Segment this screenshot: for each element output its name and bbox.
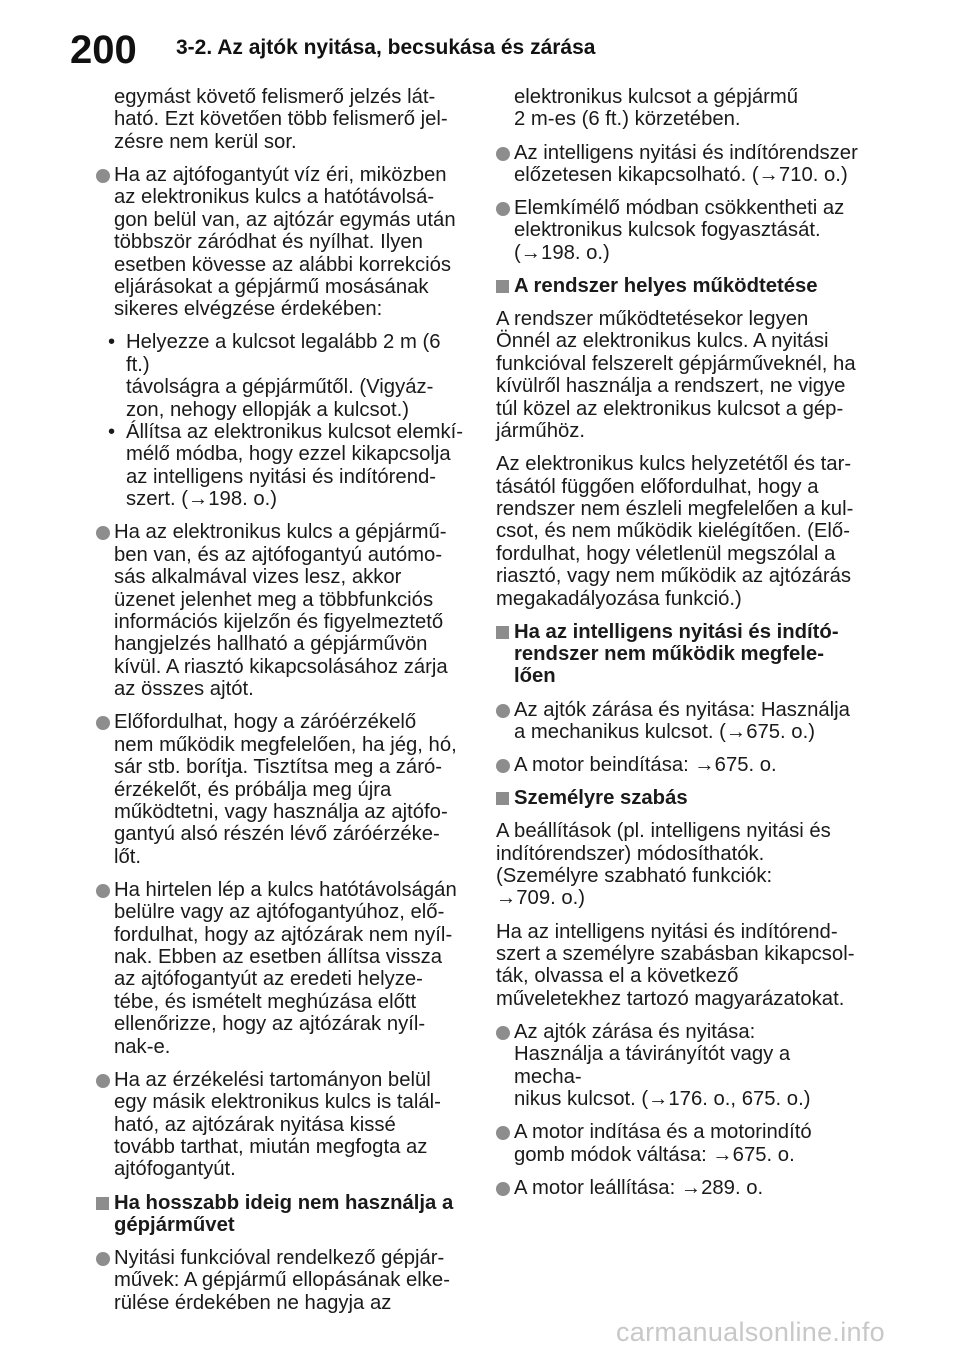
heading-text: Ha az intelligens nyitási és indító- rendszer nem működik megfele- lően (514, 620, 839, 688)
paragraph: Az elektronikus kulcs helyzetétől és tar- tásától függően előfordulhat, hogy a rendszer nem észleli megfelelően a kul- csot, és nem működik kielégítően. (Elő- fordulhat, hogy véletlenül megszólal a riasztó, vagy nem működik az ajtózárás megakadályozása funkció.) (496, 453, 854, 610)
bullet-text: Ha az ajtófogantyút víz éri, miközben az elektronikus kulcs a hatótávolsá- gon belül van, az ajtózár egymás után többször záródhat és nyílhat. Ilyen esetben kövesse az alábbi korrekciós eljárásokat a gépjármű mosásának sikeres elvégzése érdekében: (114, 163, 456, 321)
bullet-text: Előfordulhat, hogy a záróérzékelő nem működik megfelelően, ha jég, hó, sár stb. borítja. Tisztítsa meg a záró- érzékelőt, és próbálja meg újra működtetni, vagy használja az ajtófo- gantyú alsó részén lévő záróérzéke- lőt. (114, 711, 457, 868)
bullet-dot-icon (496, 1026, 510, 1040)
bullet-item (496, 754, 858, 776)
paragraph: A beállítások (pl. intelligens nyitási és indítórendszer) módosíthatók. (Személyre szabható funkciók: →709. o.) (496, 820, 831, 910)
square-marker-icon (496, 280, 509, 293)
right-column (496, 86, 858, 1210)
bullet-text: A motor beindítása: →675. o. (514, 754, 777, 777)
bullet-item (496, 699, 858, 744)
continued-text: elektronikus kulcsot a gépjármű 2 m-es (6 ft.) körzetében. (514, 86, 799, 131)
subsection-heading (496, 621, 858, 688)
bullet-dot-icon (496, 704, 510, 718)
subsection-heading (496, 275, 858, 297)
bullet-item (96, 879, 466, 1058)
sub-list-item (96, 331, 466, 421)
bullet-text: Ha az érzékelési tartományon belül egy másik elektronikus kulcs is talál- ható, az ajtózárak nyitása kissé tovább tarthat, miután megfogta az ajtófogantyút. (114, 1068, 441, 1181)
bullet-item (496, 197, 858, 264)
bullet-dot-icon (496, 1182, 510, 1196)
heading-text: Személyre szabás (514, 787, 688, 810)
continued-text: egymást követő felismerő jelzés lát- ható. Ezt követően több felismerő jel- zésre nem kerül sor. (114, 86, 448, 153)
bullet-dot-icon (96, 716, 110, 730)
bullet-text: Elemkímélő módban csökkentheti az elektronikus kulcsok fogyasztását. (→198. o.) (514, 197, 845, 264)
subsection-heading (496, 787, 858, 809)
bullet-dot-icon (96, 169, 110, 183)
bullet-item (96, 521, 466, 700)
bullet-text: Az ajtók zárása és nyitása: Használja a távirányítót vagy a mecha- nikus kulcsot. (→176. o., 675. o.) (514, 1020, 811, 1111)
bullet-dot-icon (96, 1074, 110, 1088)
bullet-item (96, 164, 466, 321)
bullet-text: Az ajtók zárása és nyitása: Használja a mechanikus kulcsot. (→675. o.) (514, 698, 850, 743)
subsection-heading (96, 1192, 466, 1237)
bullet-dot-icon (96, 884, 110, 898)
bullet-item (496, 1177, 858, 1199)
bullet-item (496, 142, 858, 187)
bullet-item (96, 1247, 466, 1314)
section-title: 3-2. Az ajtók nyitása, becsukása és zárása (176, 36, 596, 59)
page-header (0, 0, 960, 84)
bullet-dot-icon (496, 202, 510, 216)
square-marker-icon (496, 792, 509, 805)
left-column (96, 86, 466, 1325)
bullet-item (496, 1121, 858, 1166)
bullet-dot-icon (496, 1126, 510, 1140)
bullet-text: A motor leállítása: →289. o. (514, 1176, 764, 1199)
square-marker-icon (496, 626, 509, 639)
bullet-dot-icon (496, 147, 510, 161)
page-number: 200 (70, 28, 137, 72)
sub-list (96, 331, 466, 510)
bullet-text: Nyitási funkcióval rendelkező gépjár- művek: A gépjármű ellopásának elke- rülése érdekében ne hagyja az (114, 1247, 450, 1314)
bullet-text: Az intelligens nyitási és indítórendszer előzetesen kikapcsolható. (→710. o.) (514, 141, 858, 186)
paragraph: A rendszer működtetésekor legyen Önnél az elektronikus kulcs. A nyitási funkcióval felszerelt gépjárműveknél, ha kívülről használja a rendszert, ne vigye túl közel az elektronikus kulcsot a gép- járműhöz. (496, 308, 856, 443)
square-marker-icon (96, 1197, 109, 1210)
heading-text: A rendszer helyes működtetése (514, 274, 818, 297)
paragraph: Ha az intelligens nyitási és indítórend- szert a személyre szabásban kikapcsol- ták, olvassa el a következő műveletekhez tartozó magyarázatokat. (496, 920, 855, 1010)
bullet-text: A motor indítása és a motorindító gomb módok váltása: →675. o. (514, 1121, 812, 1166)
sub-bullet-icon: • (108, 331, 116, 354)
bullet-dot-icon (496, 759, 510, 773)
bullet-item (96, 711, 466, 868)
sub-list-item (96, 421, 466, 511)
sub-item-text: Helyezze a kulcsot legalább 2 m (6 ft.) távolságra a gépjárműtől. (Vigyáz- zon, nehogy ellopják a kulcsot.) (126, 331, 441, 421)
bullet-item (96, 1069, 466, 1181)
bullet-dot-icon (96, 1252, 110, 1266)
bullet-item (496, 1021, 858, 1111)
bullet-text: Ha az elektronikus kulcs a gépjármű- ben van, és az ajtófogantyú autómo- sás alkalmával vizes lesz, akkor üzenet jelenhet meg a többfunkciós információs kijelzőn és figyelmeztető hangjelzés hallható a gépjárművön kívül. A riasztó kikapcsolásához zárja az összes ajtót. (114, 521, 448, 701)
bullet-dot-icon (96, 526, 110, 540)
heading-text: Ha hosszabb ideig nem használja a gépjárművet (114, 1191, 454, 1236)
watermark: carmanualsonline.info (616, 1317, 885, 1347)
sub-bullet-icon: • (108, 421, 116, 444)
sub-item-text: Állítsa az elektronikus kulcsot elemkí- mélő módba, hogy ezzel kikapcsolja az intelligens nyitási és indítórend- szert. (→198. o.) (126, 421, 464, 511)
bullet-text: Ha hirtelen lép a kulcs hatótávolságán belülre vagy az ajtófogantyúhoz, elő- fordulhat, hogy az ajtózárak nem nyíl- nak. Ebben az esetben állítsa vissza az ajtófogantyút az eredeti helyze- tébe, és ismételt meghúzása előtt ellenőrizze, hogy az ajtózárak nyíl- nak-e. (114, 878, 457, 1058)
